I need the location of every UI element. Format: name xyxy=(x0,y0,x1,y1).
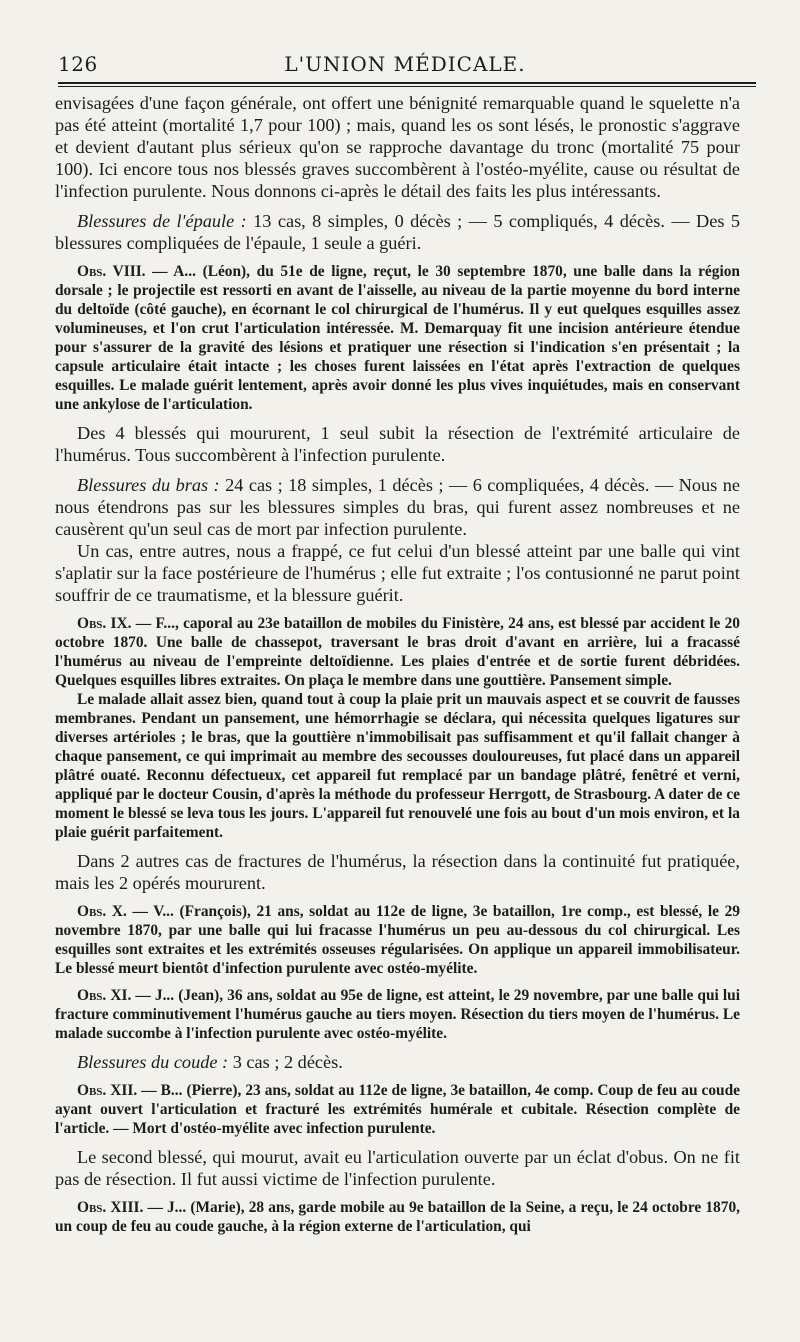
observation: Obs. XI. — J... (Jean), 36 ans, soldat au 95e de ligne, est atteint, le 29 novembre, par une balle qui lui fracture comminutivement l'humérus gauche au tiers moyen. Résection du tiers moyen de l'humérus. Le malade succombe à l'infection purulente avec ostéo-myélite. xyxy=(55,987,740,1042)
section-heading: Blessures du bras : xyxy=(77,475,220,495)
page-number: 126 xyxy=(58,52,98,76)
observation: Obs. XII. — B... (Pierre), 23 ans, soldat au 112e de ligne, 3e bataillon, 4e comp. Coup de feu au coude ayant ouvert l'articulation et fracturé les extrémités humérale et cubitale. Résection complète de l'article. — Mort d'ostéo-myélite avec infection purulente. xyxy=(55,1082,740,1137)
section-paragraph: Blessures du bras : 24 cas ; 18 simples, 1 décès ; — 6 compliquées, 4 décès. — Nous ne nous étendrons pas sur les blessures simples du bras, qui furent assez nombreuses et ne causèrent qu'un seul cas de mort par infection purulente. xyxy=(55,475,740,539)
observation-label: Obs. XIII. xyxy=(77,1199,144,1216)
observation: Obs. IX. — F..., caporal au 23e bataillon de mobiles du Finistère, 24 ans, est blessé par accident le 20 octobre 1870. Une balle de chassepot, traversant le bras droit d'avant en arrière, lui a fracassé l'humérus au niveau de l'empreinte deltoïdienne. Les plaies d'entrée et de sortie furent débridées. Quelques esquilles libres extraites. On plaça le membre dans une gouttière. Pansement simple. xyxy=(55,615,740,689)
section-heading: Blessures de l'épaule : xyxy=(77,211,247,231)
paragraph: Des 4 blessés qui moururent, 1 seul subit la résection de l'extrémité articulaire de l'humérus. Tous succombèrent à l'infection purulente. xyxy=(55,423,740,465)
page-header xyxy=(58,48,752,80)
observation-label: Obs. VIII. xyxy=(77,263,146,280)
article-body xyxy=(55,92,740,1236)
section-heading: Blessures du coude : xyxy=(77,1052,229,1072)
paragraph: Un cas, entre autres, nous a frappé, ce fut celui d'un blessé atteint par une balle qui vint s'aplatir sur la face postérieure de l'humérus ; elle fut extraite ; l'os contusionné ne parut point souffrir de ce traumatisme, et la blessure guérit. xyxy=(55,541,740,605)
paragraph: envisagées d'une façon générale, ont offert une bénignité remarquable quand le squelette n'a pas été atteint (mortalité 1,7 pour 100) ; mais, quand les os sont lésés, le pronostic s'aggrave et devient d'autant plus sérieux qu'on se rapproche davantage du tronc (mortalité 75 pour 100). Ici encore tous nos blessés graves succombèrent à l'ostéo-myélite, cause ou résultat de l'infection purulente. Nous donnons ci-après le détail des faits les plus intéressants. xyxy=(55,93,740,201)
observation-label: Obs. XII. xyxy=(77,1082,138,1099)
paragraph: Le malade allait assez bien, quand tout à coup la plaie prit un mauvais aspect et se couvrit de fausses membranes. Pendant un pansement, une hémorrhagie se déclara, qui nécessita quelques ligatures sur diverses artérioles ; le bras, que la gouttière n'immobilisait pas suffisamment et qu'il fallait changer à chaque pansement, ce qui imprimait au membre des secousses douloureuses, fut placé dans un appareil plâtré ouaté. Reconnu défectueux, cet appareil fut remplacé par un bandage plâtré, fenêtré et verni, appliqué par le docteur Cousin, d'après la méthode du professeur Herrgott, de Strasbourg. A dater de ce moment le blessé se leva tous les jours. L'appareil fut renouvelé une fois au bout d'un mois environ, et la plaie guérit parfaitement. xyxy=(55,691,740,841)
journal-title: L'UNION MÉDICALE. xyxy=(284,52,526,76)
observation-label: Obs. X. xyxy=(77,903,127,920)
section-paragraph: Blessures de l'épaule : 13 cas, 8 simples, 0 décès ; — 5 compliqués, 4 décès. — Des 5 blessures compliquées de l'épaule, 1 seule a guéri. xyxy=(55,211,741,253)
observation: Obs. X. — V... (François), 21 ans, soldat au 112e de ligne, 3e bataillon, 1re comp., est blessé, le 29 novembre 1870, par une balle qui lui fracasse l'humérus un peu au-dessous du col chirurgical. Les esquilles sont extraites et les extrémités osseuses régularisées. On applique un appareil immobilisateur. Le blessé meurt bientôt d'infection purulente avec ostéo-myélite. xyxy=(55,903,740,977)
observation-label: Obs. IX. xyxy=(77,615,132,632)
paragraph: Dans 2 autres cas de fractures de l'humérus, la résection dans la continuité fut pratiquée, mais les 2 opérés moururent. xyxy=(55,851,740,893)
observation: Obs. VIII. — A... (Léon), du 51e de ligne, reçut, le 30 septembre 1870, une balle dans la région dorsale ; le projectile est ressorti en avant de l'aisselle, au niveau de la partie moyenne du bord interne du deltoïde (côté gauche), en écornant le col chirurgical de l'humérus. Il y eut quelques esquilles assez volumineuses, et l'on crut l'articulation intéressée. M. Demarquay fit une incision antérieure étendue pour s'assurer de la gravité des lésions et pratiquer une résection si l'indication s'en présentait ; la capsule articulaire était intacte ; les choses furent laissées en l'état après l'extraction de quelques esquilles. Le malade guérit lentement, après avoir donné les plus vives inquiétudes, mais en conservant une ankylose de l'articulation. xyxy=(55,263,740,413)
section-paragraph: Blessures du coude : 3 cas ; 2 décès. xyxy=(77,1052,343,1072)
header-rule xyxy=(58,82,756,87)
observation-label: Obs. XI. xyxy=(77,987,132,1004)
observation: Obs. XIII. — J... (Marie), 28 ans, garde mobile au 9e bataillon de la Seine, a reçu, le 24 octobre 1870, un coup de feu au coude gauche, à la région externe de l'articulation, qui xyxy=(55,1199,740,1235)
paragraph: Le second blessé, qui mourut, avait eu l'articulation ouverte par un éclat d'obus. On ne fit pas de résection. Il fut aussi victime de l'infection purulente. xyxy=(55,1147,740,1189)
